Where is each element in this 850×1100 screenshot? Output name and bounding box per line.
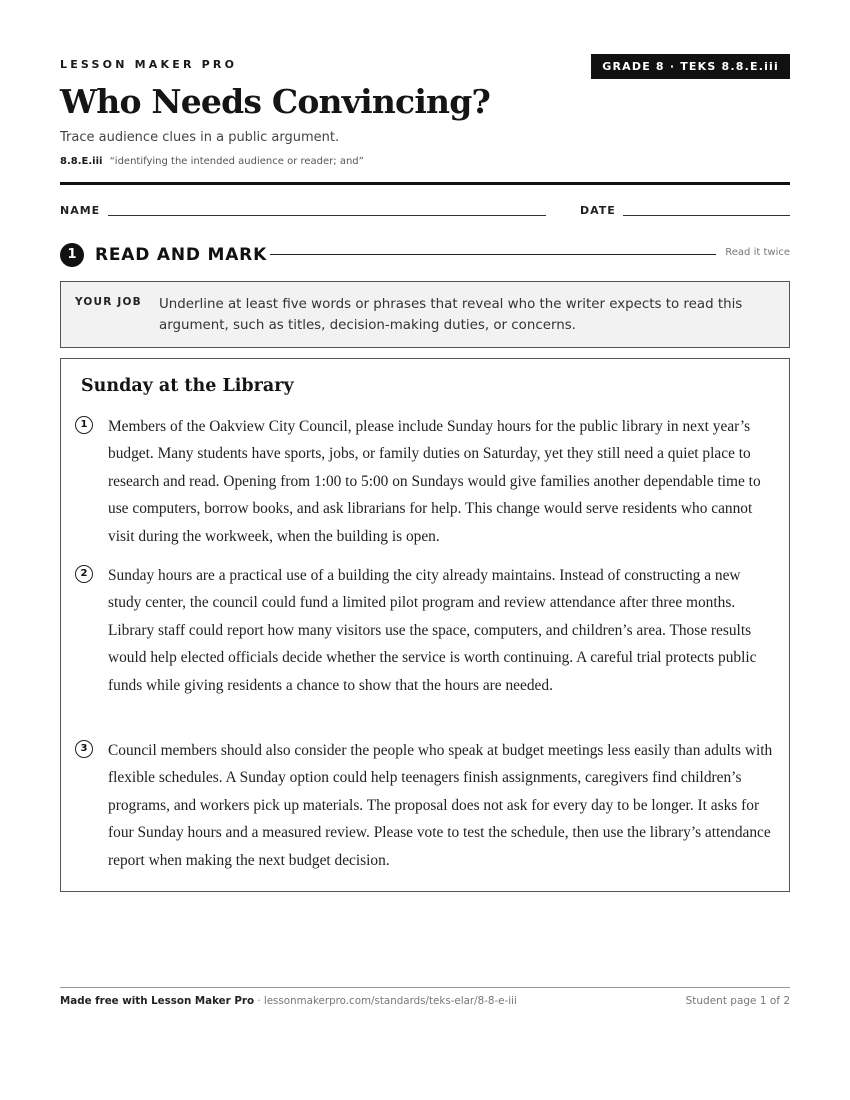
task-text: Underline at least five words or phrases that reveal who the writer expects to read this argument, such as titles, decision-making duties, or concerns. — [159, 297, 743, 333]
grade-badge: GRADE 8 · TEKS 8.8.E.iii — [591, 54, 790, 79]
paragraph-number-badge: 3 — [75, 740, 93, 758]
paragraph-text: Sunday hours are a practical use of a building the city already maintains. Instead of constructing a new study center, the council could fund a limited pilot program and review attendance after three months. Library staff could report how many visitors use the space, computers, and children’s area. Those results would help elected officials decide whether the service is worth continuing. A careful trial protects public funds while giving residents a chance to show that the hours are needed. — [108, 567, 757, 694]
task-label: YOUR JOB — [75, 296, 142, 308]
section-title: READ AND MARK — [95, 245, 268, 265]
name-field-line[interactable] — [108, 215, 546, 216]
task-instructions-box — [60, 281, 790, 348]
reading-passage — [60, 358, 790, 892]
footer-credit — [60, 995, 517, 1007]
standard-line — [60, 156, 364, 167]
standard-text: “identifying the intended audience or reader; and” — [109, 156, 364, 167]
footer-brand: Made free with Lesson Maker Pro — [60, 995, 255, 1007]
section-number-badge: 1 — [60, 243, 84, 267]
footer-url[interactable]: · lessonmakerpro.com/standards/teks-elar/8-8-e-iii — [257, 995, 517, 1007]
date-label: DATE — [580, 204, 616, 217]
brand-name: LESSON MAKER PRO — [60, 58, 238, 71]
paragraph-text: Members of the Oakview City Council, please include Sunday hours for the public library in next year’s budget. Many students have sports, jobs, or family duties on Saturday, yet they still need a quiet place to research and read. Opening from 1:00 to 5:00 on Sundays would give families another dependable time to use computers, borrow books, and ask librarians for help. This change would serve residents who cannot visit during the workweek, when the building is open. — [108, 418, 761, 545]
section-note: Read it twice — [725, 247, 790, 258]
footer-divider — [60, 987, 790, 988]
paragraph-number-badge: 1 — [75, 416, 93, 434]
paragraph-number-badge: 2 — [75, 565, 93, 583]
name-label: NAME — [60, 204, 101, 217]
section-divider — [270, 254, 716, 255]
page-subtitle: Trace audience clues in a public argument. — [60, 130, 340, 145]
header-divider — [60, 182, 790, 185]
standard-code: 8.8.E.iii — [60, 156, 103, 167]
paragraph-text: Council members should also consider the people who speak at budget meetings less easily than adults with flexible schedules. A Sunday option could help teenagers finish assignments, caregivers find children’s programs, and workers pick up materials. The proposal does not ask for every day to be longer. It asks for four Sunday hours and a measured review. Please vote to test the schedule, then use the library’s attendance report when making the next budget decision. — [108, 742, 773, 869]
page-number: Student page 1 of 2 — [685, 995, 790, 1007]
date-field-line[interactable] — [623, 215, 790, 216]
passage-title: Sunday at the Library — [81, 376, 294, 396]
page-title: Who Needs Convincing? — [60, 82, 491, 121]
